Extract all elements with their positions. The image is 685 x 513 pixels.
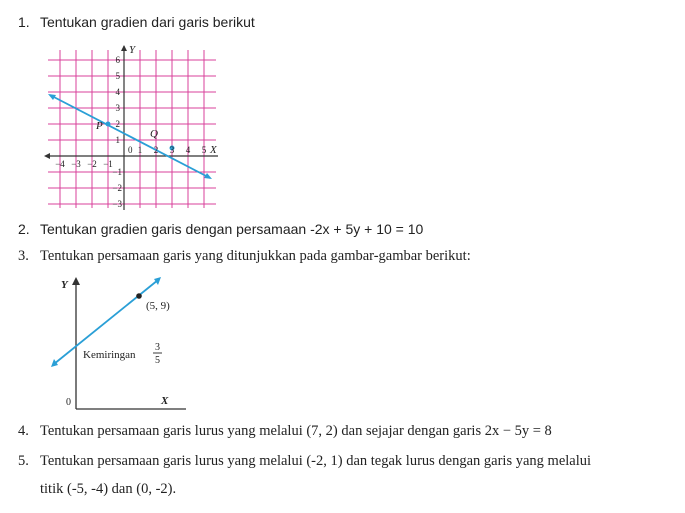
x-axis-label: X: [161, 395, 169, 407]
x-axis-arrow: [44, 153, 50, 159]
point-q-label: Q: [150, 128, 158, 140]
y-tick-label: 3: [115, 103, 120, 113]
question-2: [18, 220, 423, 238]
question-1: [18, 13, 255, 31]
point: [136, 293, 142, 299]
grid: [48, 50, 216, 208]
x-tick-label: 3: [169, 145, 175, 155]
y-tick-label: −2: [112, 183, 122, 193]
origin-label: 0: [128, 145, 133, 155]
y-tick-label: 6: [115, 55, 120, 65]
line-arrow-right: [154, 277, 161, 285]
slope-numerator: 3: [155, 342, 160, 353]
question-number: 4.: [18, 423, 29, 439]
y-axis-label: Y: [61, 279, 68, 291]
y-tick-label: 2: [115, 119, 120, 129]
slope-denominator: 5: [155, 355, 160, 366]
y-tick-label: 1: [115, 135, 120, 145]
x-tick-label: 4: [185, 145, 191, 155]
point-p-label: P: [96, 120, 103, 132]
question-text: Tentukan persamaan garis lurus yang melalui (-2, 1) dan tegak lurus dengan garis yang melalui: [40, 453, 592, 469]
question-5-continuation: [40, 480, 176, 498]
line-arrow-left: [48, 94, 56, 100]
question-number: 1.: [18, 14, 30, 30]
axes: [46, 46, 218, 210]
question-text: titik (-5, -4) dan (0, -2).: [40, 481, 177, 497]
origin-label: 0: [66, 397, 71, 408]
question-number: 3.: [18, 248, 29, 264]
question-number: 5.: [18, 453, 29, 469]
y-axis-arrow: [72, 277, 80, 285]
line-arrow-left: [51, 359, 58, 367]
x-axis-label: X: [210, 144, 217, 156]
question-3: [18, 247, 471, 265]
question-text: Tentukan persamaan garis yang ditunjukkan pada gambar-gambar berikut:: [40, 248, 471, 264]
y-axis-label: Y: [129, 44, 136, 56]
graph-1: [40, 42, 225, 212]
slope-text: Kemiringan: [83, 349, 136, 361]
y-tick-label: 5: [115, 71, 120, 81]
x-tick-label: −3: [71, 159, 81, 169]
x-tick-label: 5: [201, 145, 207, 155]
question-5: [18, 452, 591, 470]
y-tick-label: −1: [112, 167, 122, 177]
point-label: (5, 9): [146, 300, 170, 312]
y-tick-label: 4: [115, 87, 120, 97]
question-4: [18, 422, 552, 440]
x-tick-label: 1: [137, 145, 143, 155]
point-p: [106, 122, 111, 127]
question-text: Tentukan gradien dari garis berikut: [40, 14, 255, 30]
x-tick-label: 2: [153, 145, 159, 155]
question-text: Tentukan gradien garis dengan persamaan -2x + 5y + 10 = 10: [40, 221, 424, 237]
x-tick-label: −2: [87, 159, 97, 169]
question-number: 2.: [18, 221, 30, 237]
y-tick-label: −3: [112, 199, 122, 209]
graph-2: [40, 272, 190, 414]
x-tick-label: −1: [103, 159, 113, 169]
y-axis-arrow: [121, 45, 127, 51]
x-tick-label: −4: [55, 159, 65, 169]
question-text: Tentukan persamaan garis lurus yang melalui (7, 2) dan sejajar dengan garis 2x − 5y = 8: [40, 423, 552, 439]
